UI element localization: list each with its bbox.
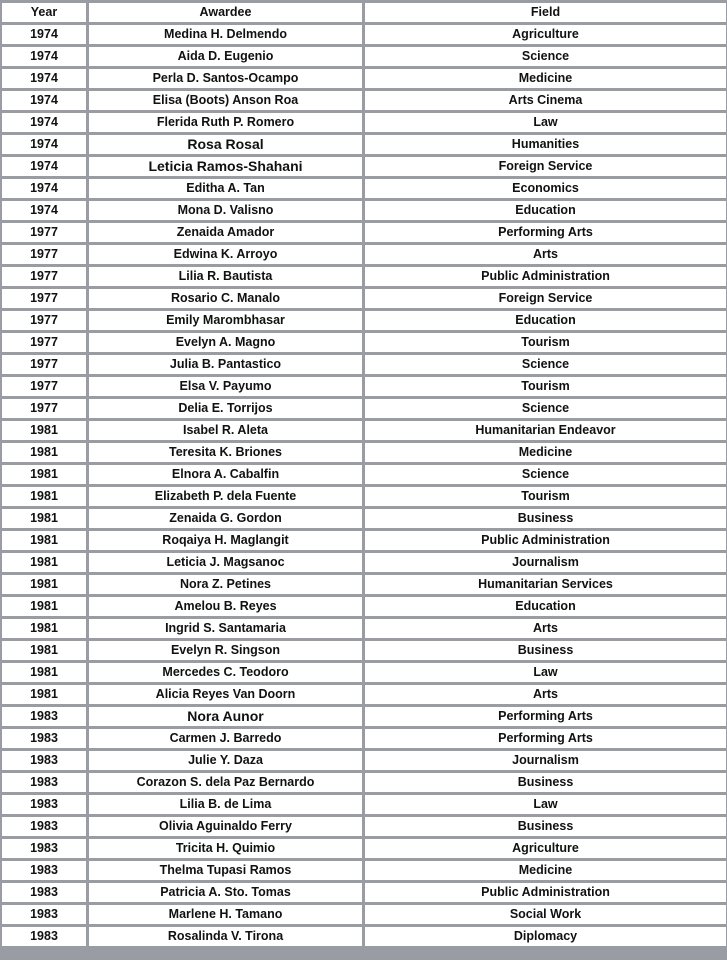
table-row <box>2 487 726 506</box>
awardee-cell: Olivia Aguinaldo Ferry <box>89 817 362 836</box>
table-row <box>2 663 726 682</box>
year-cell: 1981 <box>2 575 86 594</box>
table-row <box>2 443 726 462</box>
year-cell: 1983 <box>2 817 86 836</box>
field-cell: Tourism <box>365 333 726 352</box>
table-row <box>2 245 726 264</box>
table-row <box>2 377 726 396</box>
field-cell: Education <box>365 201 726 220</box>
year-cell: 1983 <box>2 751 86 770</box>
awardee-cell: Isabel R. Aleta <box>89 421 362 440</box>
year-cell: 1983 <box>2 729 86 748</box>
awardee-cell: Perla D. Santos-Ocampo <box>89 69 362 88</box>
field-cell: Science <box>365 355 726 374</box>
field-cell: Business <box>365 773 726 792</box>
awardee-cell: Carmen J. Barredo <box>89 729 362 748</box>
year-cell: 1981 <box>2 509 86 528</box>
year-cell: 1977 <box>2 267 86 286</box>
awardee-cell: Rosalinda V. Tirona <box>89 927 362 946</box>
awardee-cell: Rosario C. Manalo <box>89 289 362 308</box>
table-row <box>2 113 726 132</box>
awardee-cell: Lilia B. de Lima <box>89 795 362 814</box>
year-cell: 1977 <box>2 289 86 308</box>
table-row <box>2 421 726 440</box>
field-cell: Agriculture <box>365 839 726 858</box>
awardee-cell: Elisa (Boots) Anson Roa <box>89 91 362 110</box>
field-cell: Law <box>365 663 726 682</box>
field-cell: Humanitarian Endeavor <box>365 421 726 440</box>
field-cell: Medicine <box>365 69 726 88</box>
table-row <box>2 795 726 814</box>
year-cell: 1983 <box>2 707 86 726</box>
field-cell: Business <box>365 509 726 528</box>
field-cell: Science <box>365 47 726 66</box>
field-cell: Performing Arts <box>365 707 726 726</box>
awardee-cell: Evelyn A. Magno <box>89 333 362 352</box>
table-row <box>2 905 726 924</box>
table-row <box>2 883 726 902</box>
awardee-cell: Mona D. Valisno <box>89 201 362 220</box>
field-cell: Arts <box>365 685 726 704</box>
year-cell: 1974 <box>2 157 86 176</box>
table-row <box>2 289 726 308</box>
table-row <box>2 355 726 374</box>
field-cell: Foreign Service <box>365 289 726 308</box>
year-cell: 1977 <box>2 245 86 264</box>
awardee-cell: Elnora A. Cabalfin <box>89 465 362 484</box>
awardee-cell: Teresita K. Briones <box>89 443 362 462</box>
field-cell: Business <box>365 641 726 660</box>
table-row <box>2 135 726 154</box>
awardee-cell: Zenaida G. Gordon <box>89 509 362 528</box>
field-column-header: Field <box>365 3 726 22</box>
field-cell: Arts <box>365 619 726 638</box>
year-cell: 1983 <box>2 905 86 924</box>
field-cell: Law <box>365 795 726 814</box>
field-cell: Journalism <box>365 553 726 572</box>
year-cell: 1977 <box>2 355 86 374</box>
awardee-cell: Edwina K. Arroyo <box>89 245 362 264</box>
field-cell: Diplomacy <box>365 927 726 946</box>
year-column-header: Year <box>2 3 86 22</box>
year-cell: 1983 <box>2 927 86 946</box>
year-cell: 1977 <box>2 377 86 396</box>
table-row <box>2 531 726 550</box>
table-row <box>2 69 726 88</box>
table-row <box>2 773 726 792</box>
field-cell: Education <box>365 311 726 330</box>
year-cell: 1977 <box>2 311 86 330</box>
field-cell: Foreign Service <box>365 157 726 176</box>
awardee-cell: Mercedes C. Teodoro <box>89 663 362 682</box>
year-cell: 1977 <box>2 223 86 242</box>
year-cell: 1981 <box>2 619 86 638</box>
year-cell: 1977 <box>2 399 86 418</box>
field-cell: Economics <box>365 179 726 198</box>
awardee-cell: Patricia A. Sto. Tomas <box>89 883 362 902</box>
awardee-cell: Lilia R. Bautista <box>89 267 362 286</box>
year-cell: 1981 <box>2 641 86 660</box>
awardee-cell: Corazon S. dela Paz Bernardo <box>89 773 362 792</box>
awardee-cell: Alicia Reyes Van Doorn <box>89 685 362 704</box>
table-row <box>2 839 726 858</box>
table-row <box>2 927 726 946</box>
table-row <box>2 817 726 836</box>
year-cell: 1981 <box>2 421 86 440</box>
table-row <box>2 575 726 594</box>
awardee-cell: Aida D. Eugenio <box>89 47 362 66</box>
table-row <box>2 179 726 198</box>
table-row <box>2 267 726 286</box>
field-cell: Science <box>365 399 726 418</box>
awardee-cell: Julie Y. Daza <box>89 751 362 770</box>
year-cell: 1981 <box>2 663 86 682</box>
table-row <box>2 707 726 726</box>
field-cell: Science <box>365 465 726 484</box>
table-row <box>2 619 726 638</box>
awardee-cell: Roqaiya H. Maglangit <box>89 531 362 550</box>
awardee-cell: Emily Marombhasar <box>89 311 362 330</box>
year-cell: 1974 <box>2 113 86 132</box>
awardee-cell: Editha A. Tan <box>89 179 362 198</box>
header-row <box>2 3 726 22</box>
year-cell: 1983 <box>2 839 86 858</box>
table-row <box>2 91 726 110</box>
table-row <box>2 47 726 66</box>
year-cell: 1983 <box>2 883 86 902</box>
table-row <box>2 729 726 748</box>
awardee-cell: Elsa V. Payumo <box>89 377 362 396</box>
field-cell: Public Administration <box>365 267 726 286</box>
year-cell: 1981 <box>2 487 86 506</box>
table-row <box>2 25 726 44</box>
year-cell: 1974 <box>2 91 86 110</box>
awardee-column-header: Awardee <box>89 3 362 22</box>
table-body <box>2 25 726 946</box>
awardee-cell: Leticia J. Magsanoc <box>89 553 362 572</box>
field-cell: Public Administration <box>365 883 726 902</box>
field-cell: Social Work <box>365 905 726 924</box>
awardee-cell: Delia E. Torrijos <box>89 399 362 418</box>
table-row <box>2 597 726 616</box>
year-cell: 1983 <box>2 773 86 792</box>
awardee-cell: Nora Aunor <box>89 707 362 726</box>
year-cell: 1974 <box>2 201 86 220</box>
table-row <box>2 685 726 704</box>
year-cell: 1983 <box>2 795 86 814</box>
field-cell: Humanities <box>365 135 726 154</box>
table-row <box>2 861 726 880</box>
year-cell: 1981 <box>2 443 86 462</box>
year-cell: 1977 <box>2 333 86 352</box>
field-cell: Tourism <box>365 487 726 506</box>
awardee-cell: Elizabeth P. dela Fuente <box>89 487 362 506</box>
year-cell: 1981 <box>2 597 86 616</box>
year-cell: 1974 <box>2 179 86 198</box>
field-cell: Education <box>365 597 726 616</box>
awardee-cell: Tricita H. Quimio <box>89 839 362 858</box>
awardee-cell: Amelou B. Reyes <box>89 597 362 616</box>
awardee-cell: Leticia Ramos-Shahani <box>89 157 362 176</box>
table-row <box>2 465 726 484</box>
year-cell: 1974 <box>2 69 86 88</box>
year-cell: 1981 <box>2 465 86 484</box>
awardee-cell: Medina H. Delmendo <box>89 25 362 44</box>
table-row <box>2 333 726 352</box>
year-cell: 1981 <box>2 531 86 550</box>
awardee-cell: Thelma Tupasi Ramos <box>89 861 362 880</box>
awardee-cell: Rosa Rosal <box>89 135 362 154</box>
table-row <box>2 641 726 660</box>
awardee-cell: Evelyn R. Singson <box>89 641 362 660</box>
table-row <box>2 553 726 572</box>
field-cell: Performing Arts <box>365 223 726 242</box>
year-cell: 1974 <box>2 47 86 66</box>
field-cell: Medicine <box>365 443 726 462</box>
table-row <box>2 751 726 770</box>
awardee-cell: Marlene H. Tamano <box>89 905 362 924</box>
year-cell: 1981 <box>2 685 86 704</box>
table-row <box>2 157 726 176</box>
awardee-cell: Julia B. Pantastico <box>89 355 362 374</box>
field-cell: Journalism <box>365 751 726 770</box>
field-cell: Public Administration <box>365 531 726 550</box>
field-cell: Performing Arts <box>365 729 726 748</box>
year-cell: 1974 <box>2 135 86 154</box>
table-row <box>2 223 726 242</box>
field-cell: Arts <box>365 245 726 264</box>
table-row <box>2 399 726 418</box>
awardee-cell: Zenaida Amador <box>89 223 362 242</box>
field-cell: Tourism <box>365 377 726 396</box>
field-cell: Business <box>365 817 726 836</box>
field-cell: Arts Cinema <box>365 91 726 110</box>
year-cell: 1981 <box>2 553 86 572</box>
awardee-cell: Flerida Ruth P. Romero <box>89 113 362 132</box>
year-cell: 1983 <box>2 861 86 880</box>
field-cell: Law <box>365 113 726 132</box>
year-cell: 1974 <box>2 25 86 44</box>
field-cell: Humanitarian Services <box>365 575 726 594</box>
field-cell: Agriculture <box>365 25 726 44</box>
field-cell: Medicine <box>365 861 726 880</box>
table-row <box>2 201 726 220</box>
table-row <box>2 311 726 330</box>
awardee-cell: Ingrid S. Santamaria <box>89 619 362 638</box>
table-row <box>2 509 726 528</box>
awardee-cell: Nora Z. Petines <box>89 575 362 594</box>
